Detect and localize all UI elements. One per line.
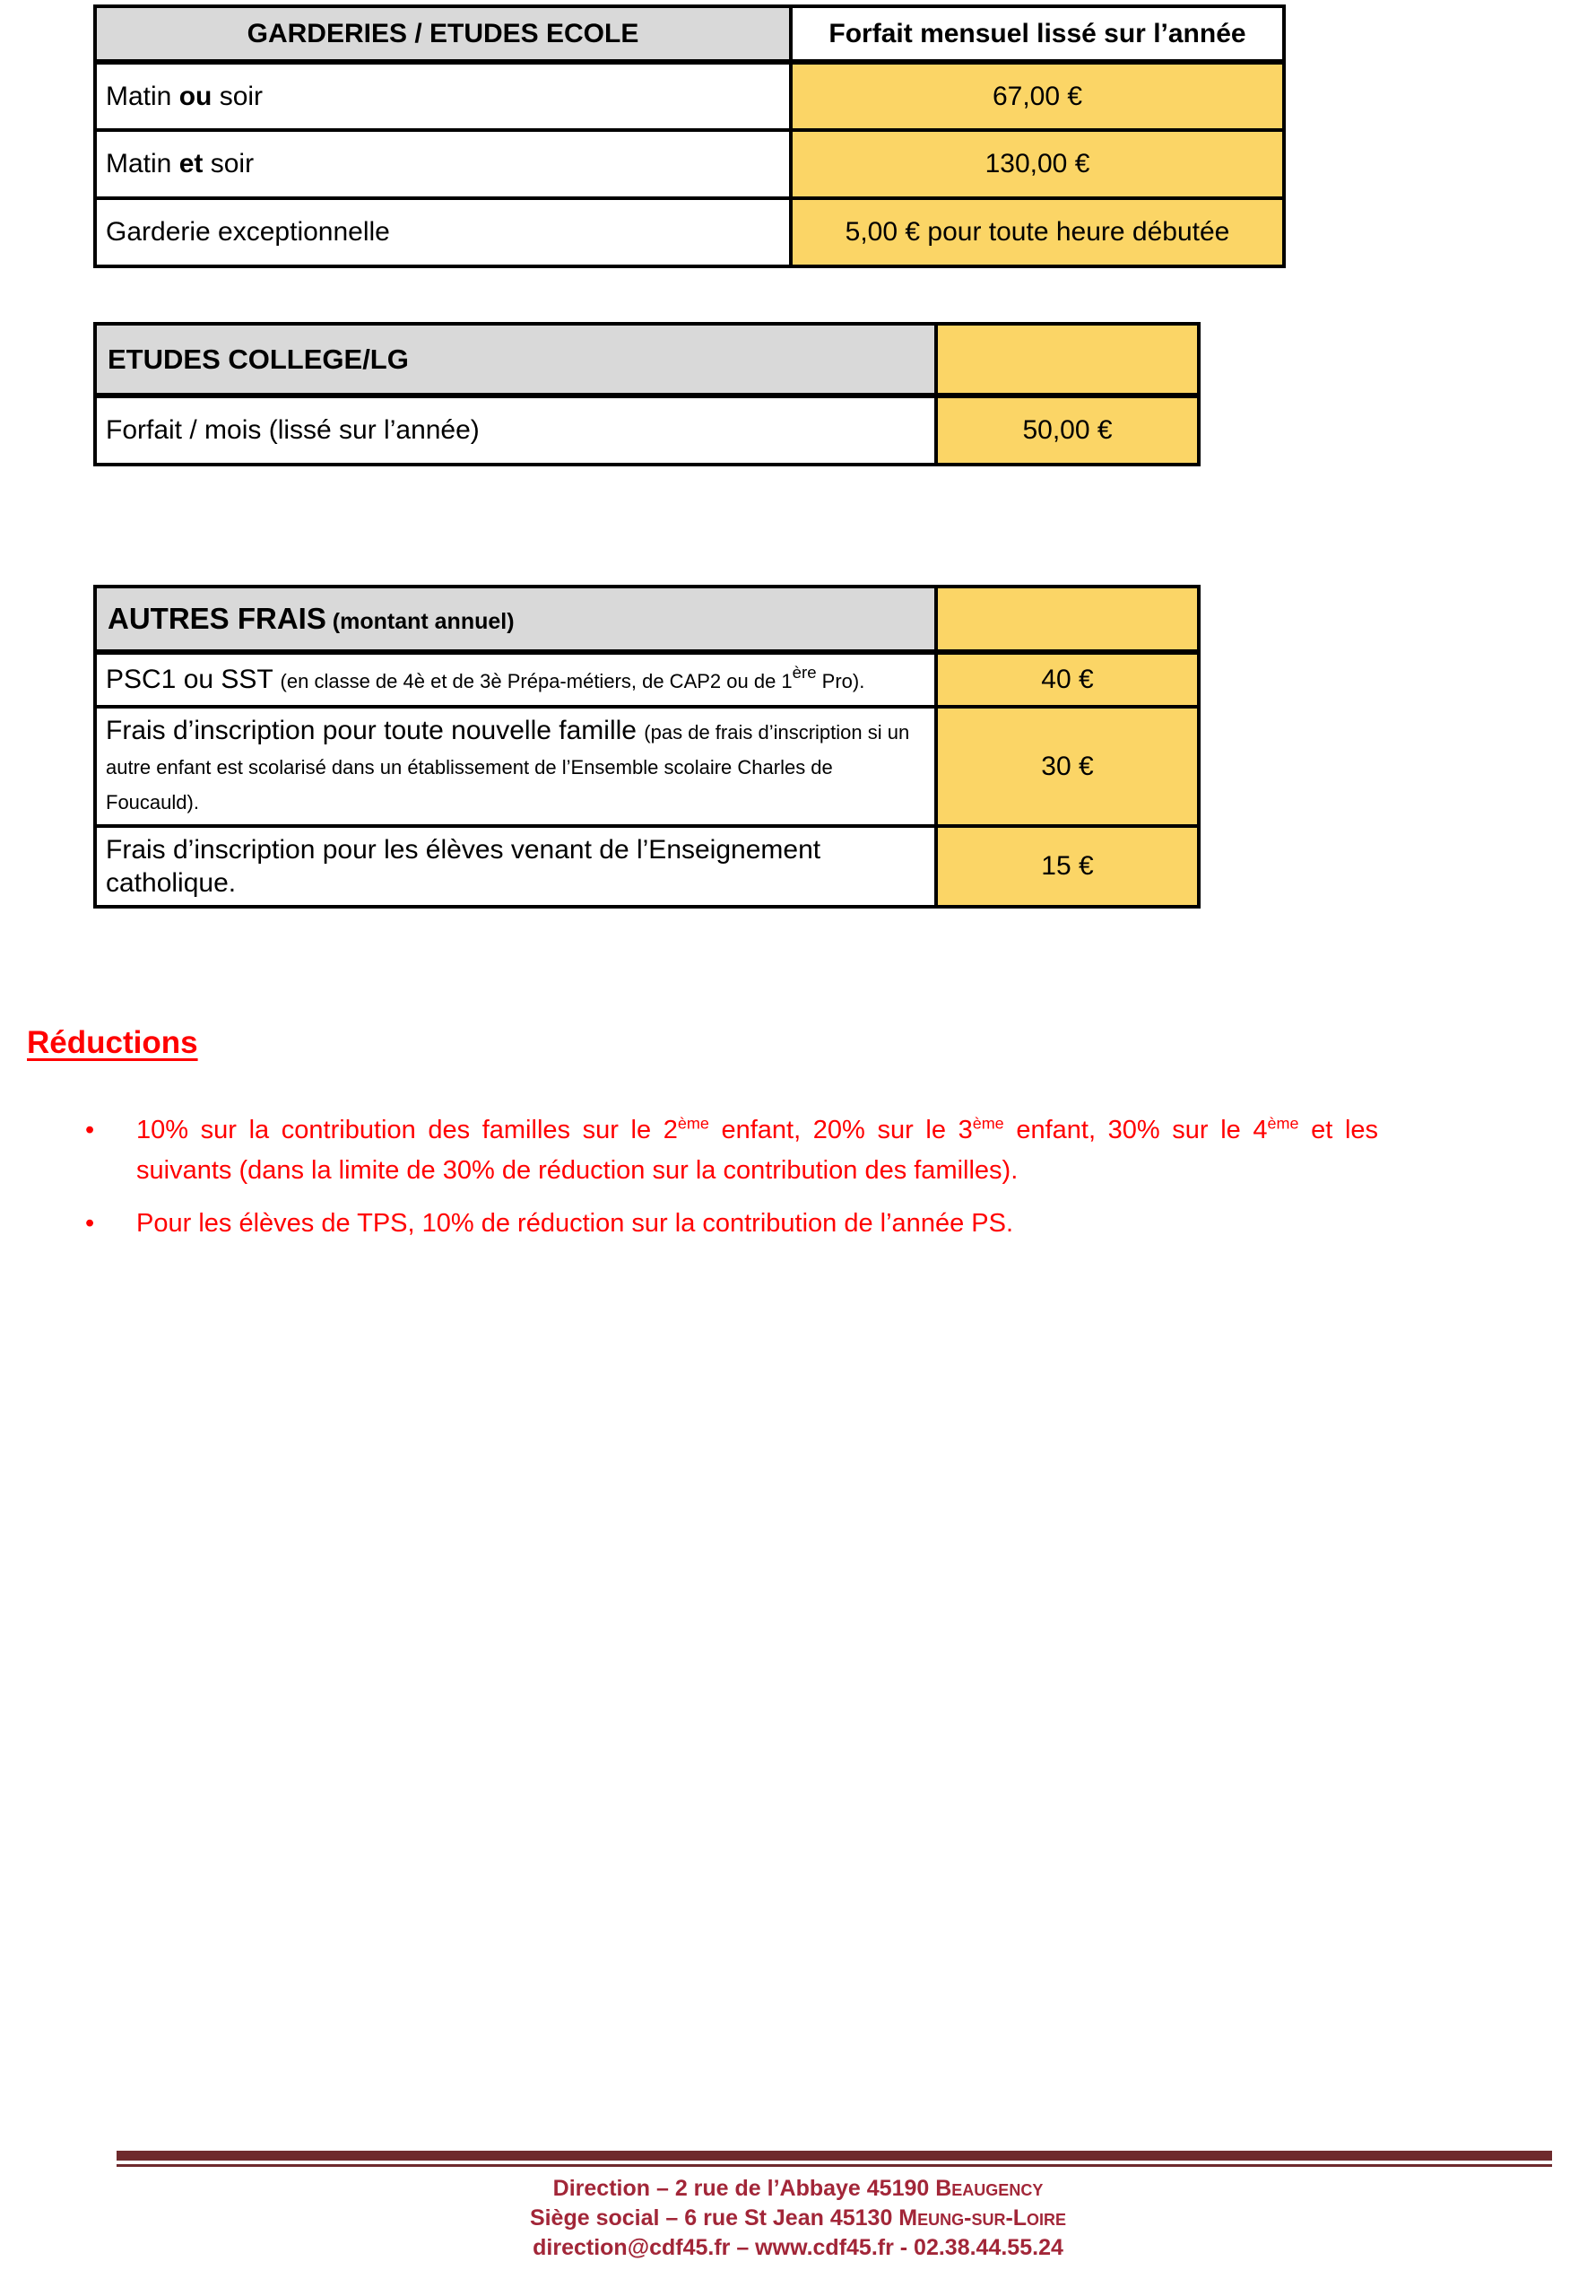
row-label-garderie-exceptionnelle — [95, 198, 791, 266]
table-row — [95, 396, 1199, 465]
row-label-frais-enseignement-catholique — [95, 826, 936, 907]
label-text: Frais d’inscription pour les élèves venant de l’Enseignement catholique. — [106, 835, 821, 898]
footer-siege-social-line — [0, 2204, 1596, 2233]
autres-frais-table — [93, 585, 1201, 909]
row-label-psc1-sst — [95, 652, 936, 707]
footer-rule-thin-bar — [117, 2164, 1552, 2167]
label-small-text: (pas de frais d’inscription si un autre enfant est scolarisé dans un établissement de l’Ensemble scolaire Charles de Foucauld). — [106, 721, 910, 813]
footer-direction-line — [0, 2174, 1596, 2204]
list-item — [85, 1204, 1378, 1244]
row-label-matin-ou-soir — [95, 62, 791, 130]
row-value: 130,00 € — [791, 130, 1284, 198]
table-row — [95, 826, 1199, 907]
table-header-row — [95, 6, 1284, 62]
footer-city-smallcaps: Meung-sur-Loire — [898, 2205, 1067, 2231]
bullet-segment: enfant, 30% sur le 4 — [1003, 1116, 1268, 1144]
title-small-text: (montant annuel) — [325, 609, 515, 634]
superscript-text: ème — [677, 1114, 709, 1133]
label-text: soir — [212, 81, 264, 111]
bullet-segment: enfant, 20% sur le 3 — [708, 1116, 973, 1144]
superscript-text: ère — [792, 662, 817, 682]
table-row — [95, 130, 1284, 198]
label-text: Matin — [106, 81, 179, 111]
reductions-bullet-list — [85, 1110, 1378, 1257]
garderies-table-title: GARDERIES / ETUDES ECOLE — [95, 6, 791, 62]
bullet-text-tps-discount: Pour les élèves de TPS, 10% de réduction sur la contribution de l’année PS. — [136, 1209, 1013, 1238]
label-text: Frais d’inscription pour toute nouvelle famille — [106, 716, 645, 745]
empty-value-header-cell — [936, 324, 1199, 396]
label-small-text: Pro). — [816, 669, 865, 692]
row-value: 40 € — [936, 652, 1199, 707]
row-label-matin-et-soir — [95, 130, 791, 198]
row-value: 50,00 € — [936, 396, 1199, 465]
footer-text-segment: Direction – 2 rue de l’Abbaye 45190 — [552, 2176, 936, 2201]
bullet-text-siblings-discount — [136, 1110, 1378, 1191]
label-small-text: (en classe de 4è et de 3è Prépa-métiers, de CAP2 ou de 1 — [280, 669, 793, 692]
label-bold-text: et — [178, 149, 204, 178]
garderies-etudes-ecole-table — [93, 4, 1286, 268]
superscript-text: ème — [972, 1114, 1004, 1133]
label-text: Garderie exceptionnelle — [106, 217, 390, 247]
superscript-text: ème — [1267, 1114, 1299, 1133]
empty-value-header-cell — [936, 587, 1199, 652]
list-item — [85, 1110, 1378, 1191]
title-main-text: AUTRES FRAIS — [108, 602, 326, 635]
reductions-heading: Réductions — [27, 1025, 198, 1060]
footer-text-segment: Siège social – 6 rue St Jean 45130 — [529, 2205, 899, 2231]
page-footer — [0, 2174, 1596, 2263]
row-value: 67,00 € — [791, 62, 1284, 130]
table-row — [95, 62, 1284, 130]
table-header-row — [95, 587, 1199, 652]
row-value: 15 € — [936, 826, 1199, 907]
college-table-title: ETUDES COLLEGE/LG — [95, 324, 936, 396]
label-text: soir — [203, 149, 255, 178]
forfait-mensuel-header: Forfait mensuel lissé sur l’année — [791, 6, 1284, 62]
table-row — [95, 198, 1284, 266]
table-row — [95, 707, 1199, 826]
bullet-segment: 10% sur la contribution des familles sur le 2 — [136, 1116, 678, 1144]
row-value: 5,00 € pour toute heure débutée — [791, 198, 1284, 266]
footer-rule-thick-bar — [117, 2151, 1552, 2161]
row-value: 30 € — [936, 707, 1199, 826]
footer-city-smallcaps: Beaugency — [935, 2176, 1044, 2201]
table-header-row — [95, 324, 1199, 396]
label-text: PSC1 ou SST — [106, 664, 281, 694]
row-label-frais-nouvelle-famille — [95, 707, 936, 826]
footer-contact-line: direction@cdf45.fr – www.cdf45.fr - 02.38.44.55.24 — [533, 2235, 1063, 2260]
autres-frais-table-title — [95, 587, 936, 652]
row-label-forfait-mois: Forfait / mois (lissé sur l’année) — [95, 396, 936, 465]
bullet-icon: • — [85, 1116, 95, 1144]
table-row — [95, 652, 1199, 707]
bullet-icon: • — [85, 1209, 95, 1238]
footer-rule — [117, 2151, 1552, 2167]
label-text: Matin — [106, 149, 179, 178]
etudes-college-table — [93, 322, 1201, 466]
bullet-segment: et les suivants (dans la limite de 30% de réduction sur la contribution des familles). — [136, 1116, 1379, 1185]
label-bold-text: ou — [178, 81, 213, 111]
